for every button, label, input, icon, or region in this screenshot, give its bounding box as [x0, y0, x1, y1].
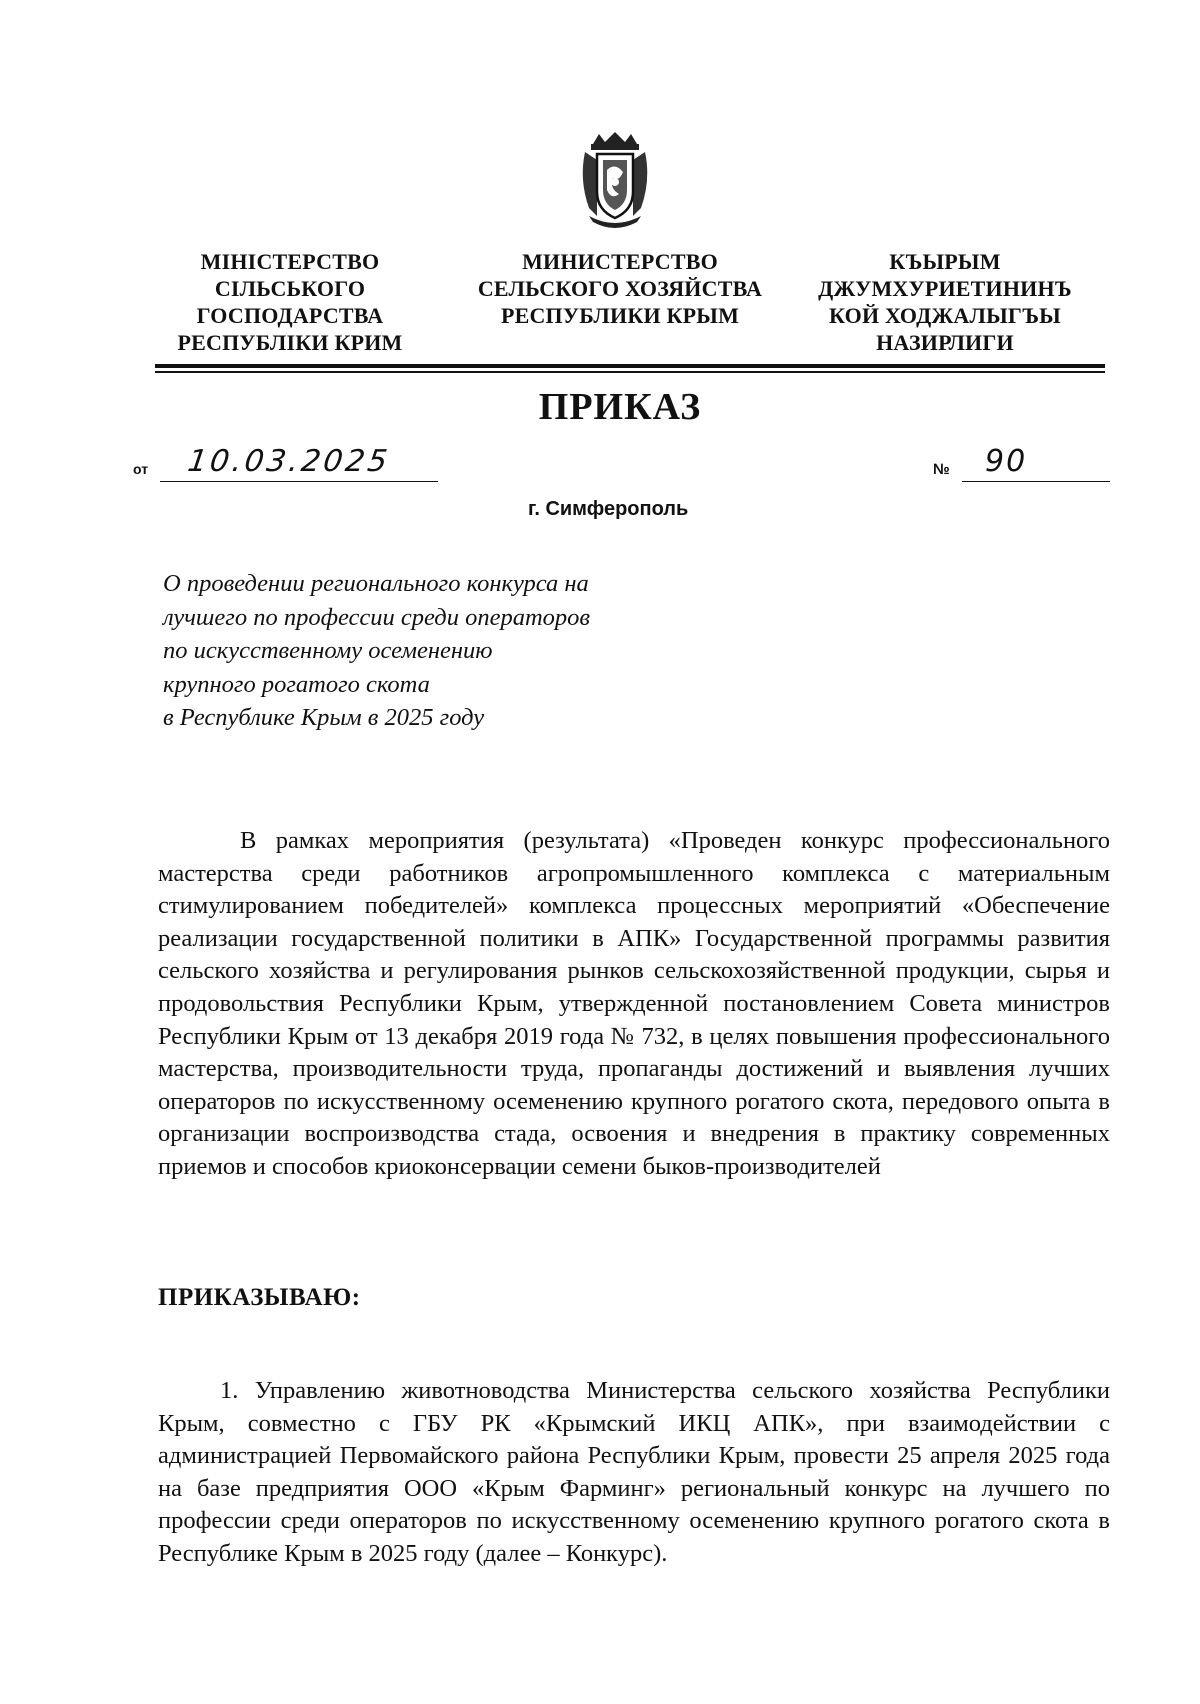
number-label: №	[933, 461, 950, 478]
header-russian	[455, 248, 785, 329]
header-line: МІНІСТЕРСТВО	[200, 249, 380, 274]
subject-line: О проведении регионального конкурса на	[163, 570, 589, 597]
document-number: 90	[985, 444, 1028, 479]
coat-of-arms-emblem	[575, 130, 655, 230]
header-line: РЕСПУБЛІКИ КРИМ	[177, 330, 403, 355]
preamble-section	[158, 825, 1110, 1184]
number-underline	[962, 481, 1110, 482]
date-underline	[160, 481, 438, 482]
header-divider-thick	[155, 364, 1105, 368]
subject-line: по искусственному осеменению	[163, 637, 493, 664]
document-type: ПРИКАЗ	[538, 386, 702, 428]
clauses-section	[158, 1375, 1110, 1571]
order-directive-heading: ПРИКАЗЫВАЮ:	[158, 1284, 361, 1311]
clause-paragraph: 1. Управлению животноводства Министерства сельского хозяйства Республики Крым, совместно с ГБУ РК «Крымский ИКЦ АПК», при взаимодействии с администрацией Первомайского района Республики Крым, провести 25 апреля 2025 года на базе предприятия ООО «Крым Фарминг» региональный конкурс на лучшего по профессии среди операторов по искусственному осеменению крупного рогатого скота в Республике Крым в 2025 году (далее – Конкурс).	[158, 1377, 1110, 1567]
subject-line: в Республике Крым в 2025 году	[163, 704, 485, 731]
header-line: ГОСПОДАРСТВА	[196, 303, 384, 328]
header-line: СІЛЬСЬКОГО	[214, 276, 366, 301]
header-crimean-tatar	[815, 248, 1075, 356]
header-divider-thin	[155, 371, 1105, 373]
date-label: от	[133, 461, 149, 477]
subject-line: лучшего по профессии среди операторов	[163, 603, 591, 631]
preamble-paragraph: В рамках мероприятия (результата) «Проведен конкурс профессионального мастерства среди работников агропромышленного комплекса с материальным стимулированием победителей» комплекса процессных мероприятий «Обеспечение реализации государственной политики в АПК» Государственной программы развития сельского хозяйства и регулирования рынков сельскохозяйственной продукции, сырья и продовольствия Республики Крым, утвержденной постановлением Совета министров Республики Крым от 13 декабря 2019 года № 732, в целях повышения профессионального мастерства, производительности труда, пропаганды достижений и выявления лучших операторов по искусственному осеменению крупного рогатого скота, передового опыта в организации воспроизводства стада, освоения и внедрения в практику современных приемов и способов криоконсервации семени быков-производителей	[158, 827, 1110, 1180]
header-line: РЕСПУБЛИКИ КРЫМ	[500, 303, 740, 328]
issue-city: г. Симферополь	[528, 498, 689, 520]
ministry-header	[0, 248, 1200, 358]
order-subject	[163, 567, 590, 735]
header-line: МИНИСТЕРСТВО	[522, 249, 718, 274]
header-line: ДЖУМХУРИЕТИНИНЪ	[818, 276, 1072, 301]
header-line: КЪЫРЫМ	[889, 249, 1001, 274]
header-line: НАЗИРЛИГИ	[876, 330, 1014, 355]
header-line: КОЙ ХОДЖАЛЫГЪЫ	[829, 303, 1061, 328]
header-ukrainian	[155, 248, 425, 356]
subject-line: крупного рогатого скота	[163, 670, 430, 698]
document-date: 10.03.2025	[185, 444, 393, 479]
header-line: СЕЛЬСКОГО ХОЗЯЙСТВА	[477, 276, 763, 301]
